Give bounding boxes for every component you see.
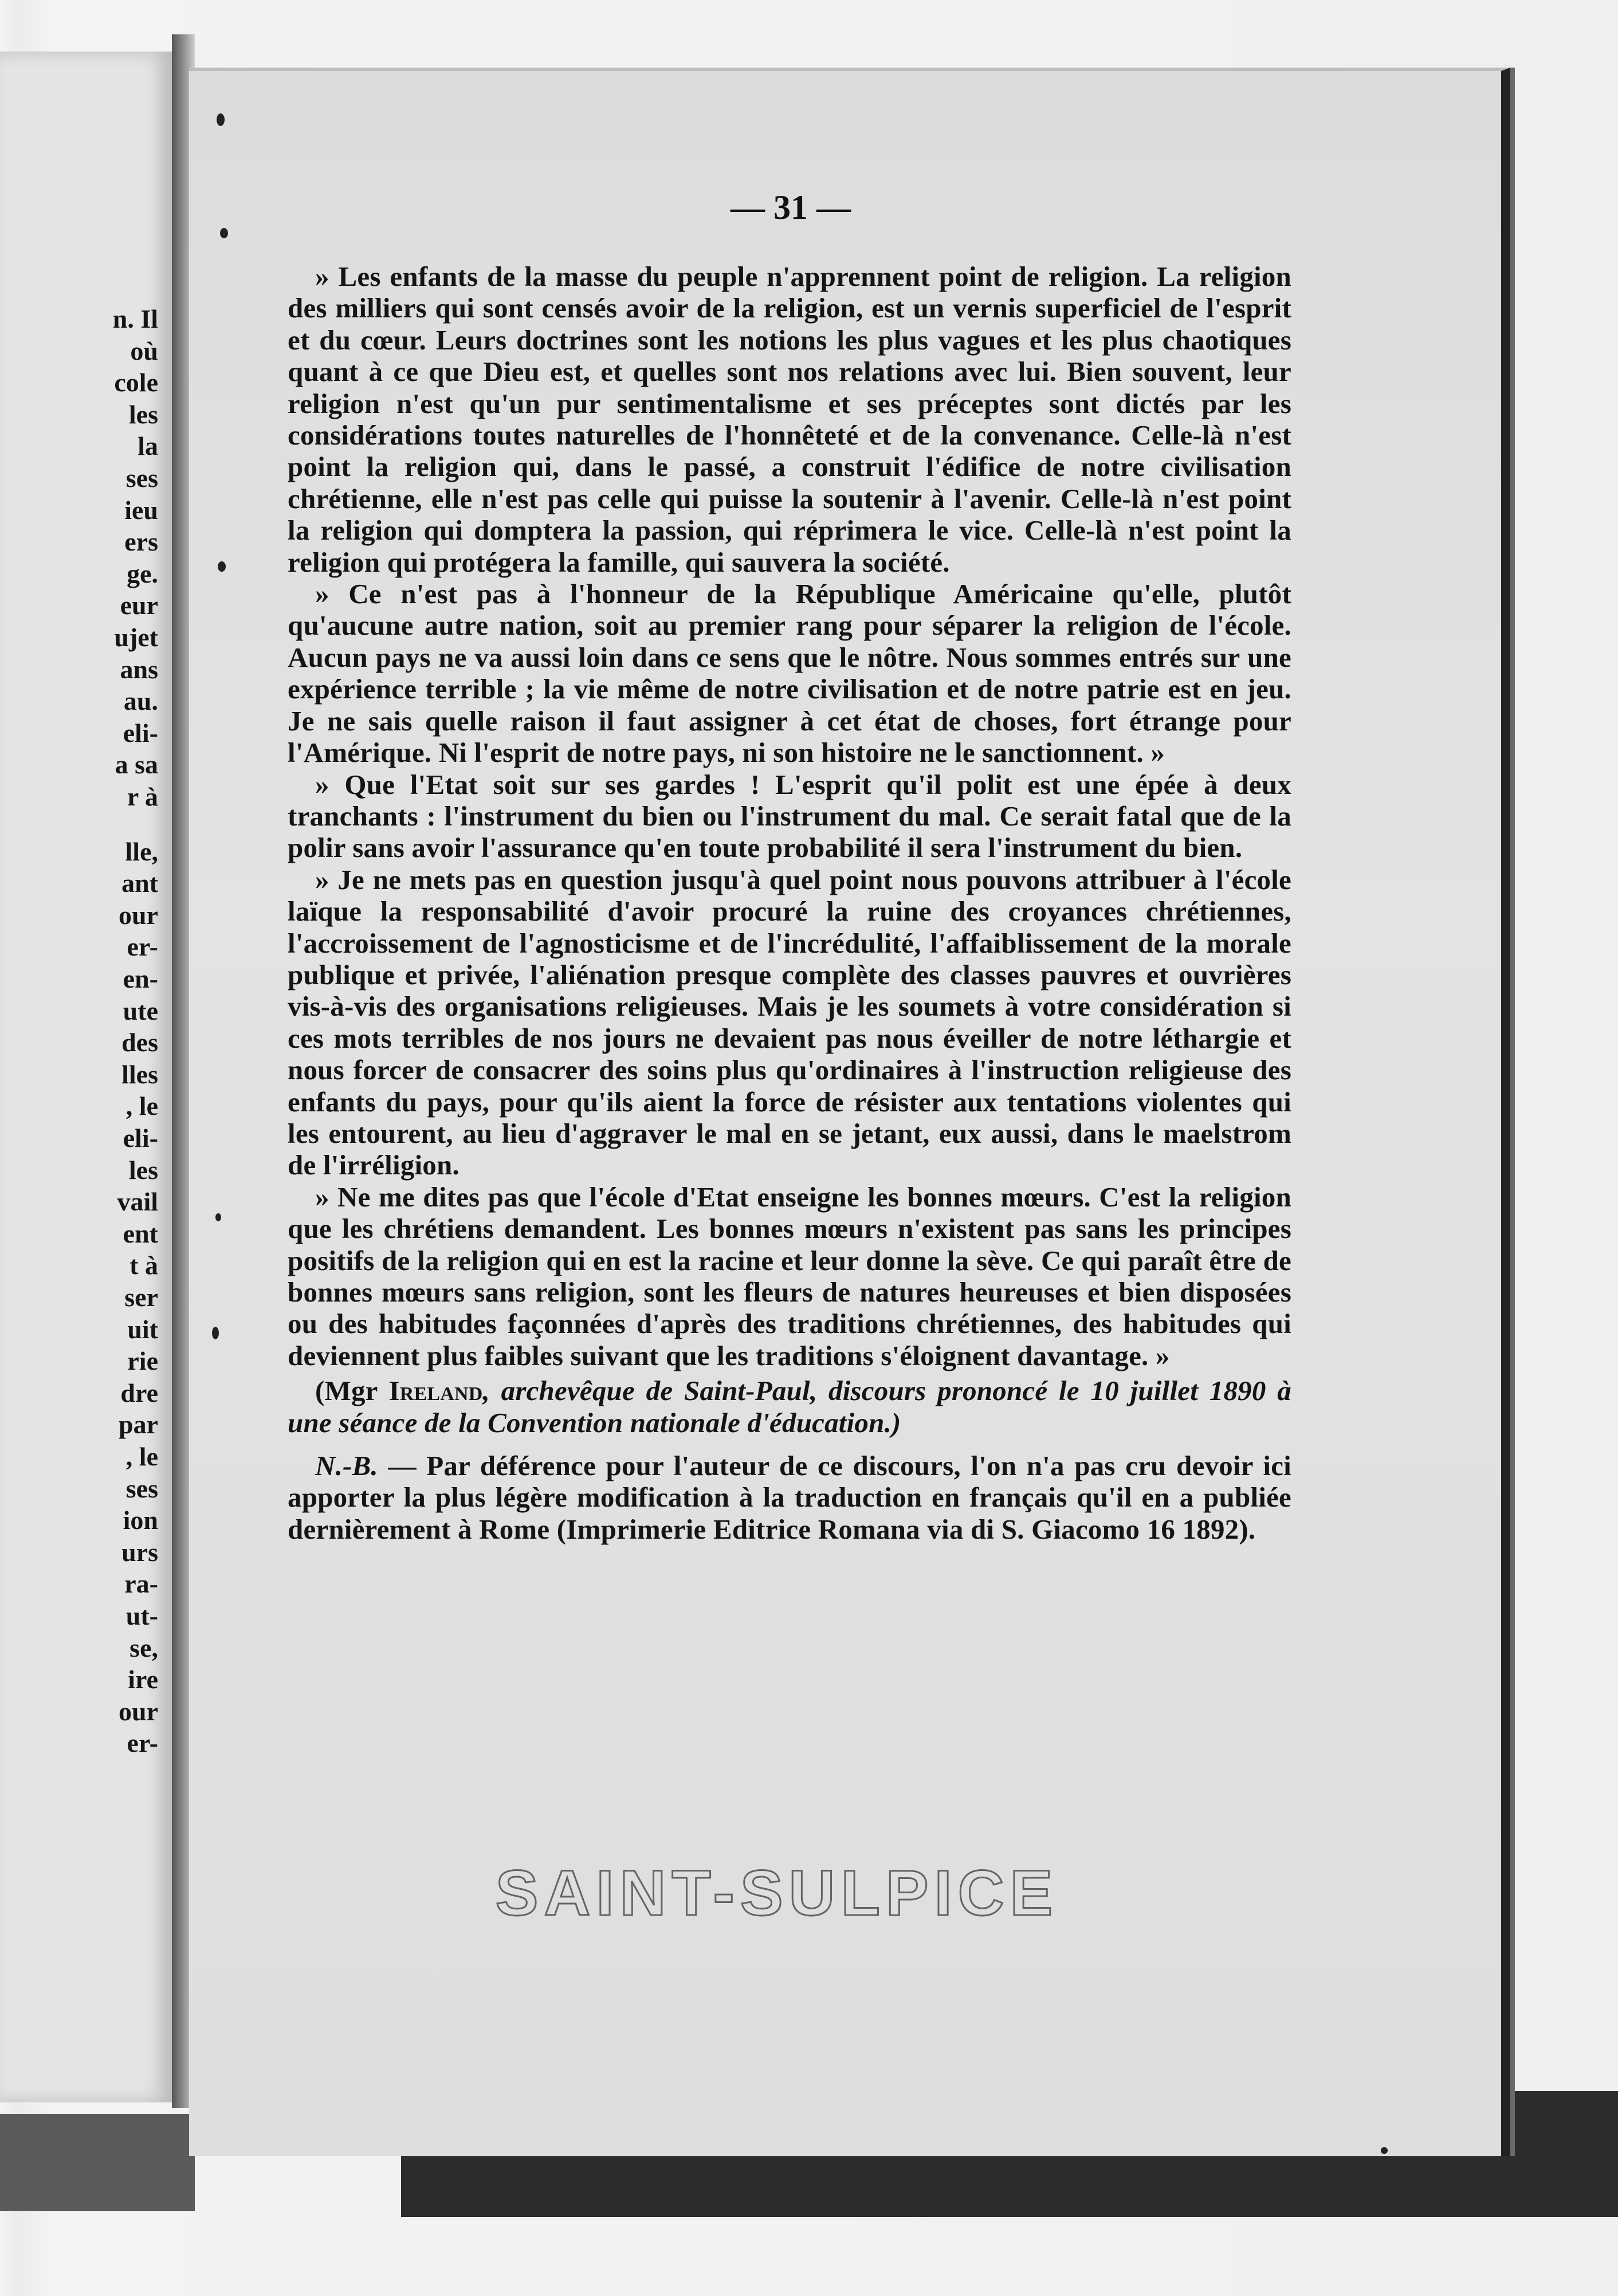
facing-page-word-fragment: uit xyxy=(127,1314,158,1344)
paragraph: » Ce n'est pas à l'honneur de la République Américaine qu'elle, plutôt qu'aucune autre nation, soit au premier rang pour séparer la religion de l'école. Aucun pays ne va aussi loin dans ce sens que le nôtre. Nous sommes entrés sur une expérience terrible ; la vie même de notre civilisation et de notre patrie est en jeu. Je ne sais quelle raison il faut assigner à cet état de choses, fort étrange pour l'Amérique. Ni l'esprit de notre pays, ni son histoire ne le sanctionnent. » xyxy=(288,578,1291,769)
facing-page-word-fragment: our xyxy=(119,1696,158,1726)
facing-page-word-fragment: eli- xyxy=(123,1123,158,1153)
facing-page-word-fragment: ujet xyxy=(114,623,158,652)
facing-page-word-fragment: ent xyxy=(123,1218,158,1248)
paragraph: » Je ne mets pas en question jusqu'à quel point nous pouvons attribuer à l'école laïque la responsabilité d'avoir procuré la ruine des croyances chrétiennes, l'accroissement de l'agnosticisme et de l'incrédulité, l'affaiblissement de la morale publique et privée, l'aliénation presque complète des classes pauvres et ouvrières vis-à-vis des organisations religieuses. Mais je les soumets à votre considération si ces mots terribles de nos jours ne devaient pas nous éveiller de notre léthargie et nous forcer de consacrer des soins plus qu'ordinaires à l'instruction religieuse des enfants du pays, pour qu'ils aient la force de résister aux tentations violentes qui les entourent, au lieu d'aggraver le mal en se jetant, eux aussi, dans le maelstrom de l'irréligion. xyxy=(288,863,1291,1181)
facing-page-word-fragment: a sa xyxy=(115,750,158,780)
facing-page-word-fragment: ers xyxy=(124,527,158,557)
facing-page-word-fragment: cole xyxy=(114,368,158,398)
scan-speck xyxy=(217,113,225,126)
facing-page-word-fragment: ire xyxy=(128,1665,158,1695)
facing-page-word-fragment: ge. xyxy=(127,559,158,588)
facing-page-word-fragment: eur xyxy=(120,591,158,620)
facing-page-word-fragment: n. Il xyxy=(112,304,158,333)
scan-speck xyxy=(218,561,226,572)
facing-page-word-fragment: r à xyxy=(127,782,158,811)
page-number: — 31 — xyxy=(731,188,851,226)
facing-page-word-fragment: , le xyxy=(125,1091,158,1121)
facing-page-word-fragment: eli- xyxy=(123,718,158,748)
facing-page-word-fragment: ra- xyxy=(124,1569,158,1599)
facing-page-word-fragment: lle, xyxy=(125,836,158,866)
facing-page-word-fragment: vail xyxy=(117,1187,158,1217)
facing-page-word-fragment: où xyxy=(130,336,158,365)
footnote-text: — Par déférence pour l'auteur de ce discours, l'on n'a pas cru devoir ici apporter la plus légère modification à la traduction en français qu'il en a publiée dernièrement à Rome (Imprimerie Editrice Romana via di S. Giacomo 16 1892). xyxy=(288,1450,1291,1545)
facing-page-word-fragment: les xyxy=(128,399,158,429)
scan-speck xyxy=(215,1213,221,1221)
citation-open: (Mgr xyxy=(315,1375,389,1407)
citation-details: , archevêque de Saint-Paul, discours prononcé le 10 juillet 1890 à une séance de la Convention nationale d'éducation.) xyxy=(288,1375,1291,1438)
facing-page-word-fragment: ses xyxy=(125,1473,158,1503)
scan-edge-shadow xyxy=(0,2114,195,2211)
perforated-library-stamp: SAINT-SULPICE xyxy=(495,1857,1059,1929)
facing-page-word-fragment: les xyxy=(128,1155,158,1185)
facing-page-word-fragment: en- xyxy=(123,964,158,993)
facing-page-word-fragment: er- xyxy=(127,1728,158,1758)
facing-page-word-fragment: dre xyxy=(120,1378,158,1408)
paragraph: » Que l'Etat soit sur ses gardes ! L'esprit qu'il polit est une épée à deux tranchants : l'instrument du bien ou l'instrument du mal. Ce serait fatal que de la polir sans avoir l'assurance qu'en toute probabilité il sera l'instrument du bien. xyxy=(288,768,1291,864)
facing-page-word-fragment: ans xyxy=(120,654,158,684)
scan-speck xyxy=(212,1327,219,1339)
facing-page-word-fragment: lles xyxy=(121,1059,158,1089)
facing-page-word-fragment: ant xyxy=(121,868,158,898)
facing-page-word-fragment: er- xyxy=(127,932,158,962)
facing-page-word-fragment: urs xyxy=(121,1537,158,1567)
facing-page-word-fragment: par xyxy=(119,1410,158,1440)
footnote-label: N.-B. xyxy=(315,1450,378,1482)
facing-page-word-fragment: au. xyxy=(123,686,158,716)
paragraph: » Ne me dites pas que l'école d'Etat enseigne les bonnes mœurs. C'est la religion que les chrétiens demandent. Les bonnes mœurs n'existent pas sans les principes positifs de la religion qui en est la racine et leur donne la sève. Ce qui paraît être de bonnes mœurs sans religion, sont les fleurs de natures heureuses et bien disposées ou des habitudes façonnées d'après des traditions chrétiennes, des habitudes qui deviennent plus faibles suivant que les traditions s'éloignent davantage. » xyxy=(288,1181,1291,1371)
facing-page-word-fragment: our xyxy=(119,900,158,930)
facing-page-word-fragment: ion xyxy=(123,1505,158,1535)
facing-page-word-fragment: ut- xyxy=(125,1601,158,1630)
facing-page-word-fragment: rie xyxy=(127,1346,158,1376)
facing-page-word-fragment: ieu xyxy=(124,495,158,525)
facing-page-word-fragment: t à xyxy=(129,1251,158,1280)
facing-page-word-fragment: ser xyxy=(124,1283,158,1312)
facing-page-word-fragment: la xyxy=(138,431,158,461)
paragraph: » Les enfants de la masse du peuple n'apprennent point de religion. La religion des milliers qui sont censés avoir de la religion, est un vernis superficiel de l'esprit et du cœur. Leurs doctrines sont les notions les plus vagues et les plus chaotiques quant à ce que Dieu est, et quelles sont nos relations avec lui. Bien souvent, leur religion n'est qu'un pur sentimentalisme et ses préceptes sont dictés par les considérations toutes naturelles de l'honnêteté et de la convenance. Celle-là n'est point la religion qui, dans le passé, a construit l'édifice de notre civilisation chrétienne, elle n'est pas celle qui puisse la soutenir à l'avenir. Celle-là n'est point la religion qui domptera la passion, qui réprimera le vice. Celle-là n'est point la religion qui protégera la famille, qui sauvera la société. xyxy=(288,261,1291,578)
facing-page-word-fragment: se, xyxy=(129,1633,158,1662)
citation xyxy=(288,1375,1291,1438)
facing-page-word-fragment: des xyxy=(121,1028,158,1057)
scan-speck xyxy=(220,228,228,238)
footnote xyxy=(288,1450,1291,1545)
facing-page-word-fragment: ute xyxy=(123,996,158,1025)
facing-page-fragment xyxy=(0,52,180,2102)
page-body xyxy=(288,261,1291,1545)
scan-speck xyxy=(1381,2147,1388,2154)
citation-author: Ireland xyxy=(388,1375,483,1407)
facing-page-word-fragment: ses xyxy=(125,463,158,493)
facing-page-word-fragment: , le xyxy=(125,1442,158,1471)
